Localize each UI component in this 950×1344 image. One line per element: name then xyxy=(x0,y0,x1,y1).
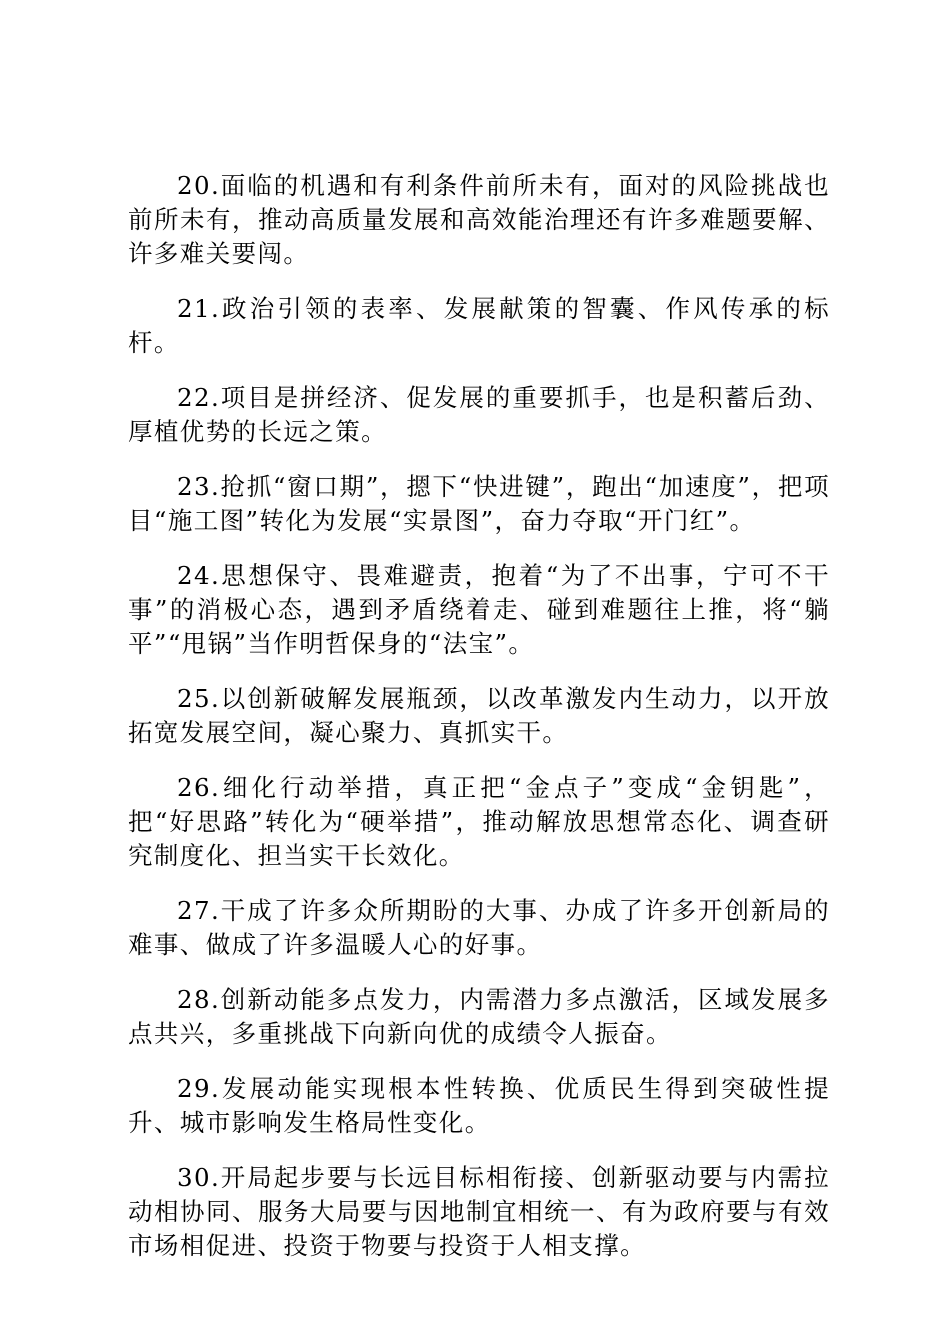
paragraph-28: 28.创新动能多点发力，内需潜力多点激活，区域发展多点共兴，多重挑战下向新向优的成绩令人振奋。 xyxy=(128,985,830,1048)
paragraph-24: 24.思想保守、畏难避责，抱着“为了不出事，宁可不干事”的消极心态，遇到矛盾绕着走、碰到难题往上推，将“躺平”“甩锅”当作明哲保身的“法宝”。 xyxy=(128,561,830,658)
document-body xyxy=(128,169,830,1284)
paragraph-25: 25.以创新破解发展瓶颈，以改革激发内生动力，以开放拓宽发展空间，凝心聚力、真抓实干。 xyxy=(128,684,830,747)
paragraph-22: 22.项目是拼经济、促发展的重要抓手，也是积蓄后劲、厚植优势的长远之策。 xyxy=(128,383,830,446)
paragraph-26: 26.细化行动举措，真正把“金点子”变成“金钥匙”，把“好思路”转化为“硬举措”，推动解放思想常态化、调查研究制度化、担当实干长效化。 xyxy=(128,773,830,870)
paragraph-29: 29.发展动能实现根本性转换、优质民生得到突破性提升、城市影响发生格局性变化。 xyxy=(128,1074,830,1137)
paragraph-27: 27.干成了许多众所期盼的大事、办成了许多开创新局的难事、做成了许多温暖人心的好事。 xyxy=(128,896,830,959)
paragraph-23: 23.抢抓“窗口期”，摁下“快进键”，跑出“加速度”，把项目“施工图”转化为发展“实景图”，奋力夺取“开门红”。 xyxy=(128,472,830,535)
paragraph-30: 30.开局起步要与长远目标相衔接、创新驱动要与内需拉动相协同、服务大局要与因地制宜相统一、有为政府要与有效市场相促进、投资于物要与投资于人相支撑。 xyxy=(128,1163,830,1260)
paragraph-20: 20.面临的机遇和有利条件前所未有，面对的风险挑战也前所未有，推动高质量发展和高效能治理还有许多难题要解、许多难关要闯。 xyxy=(128,171,830,268)
paragraph-21: 21.政治引领的表率、发展献策的智囊、作风传承的标杆。 xyxy=(128,294,830,357)
